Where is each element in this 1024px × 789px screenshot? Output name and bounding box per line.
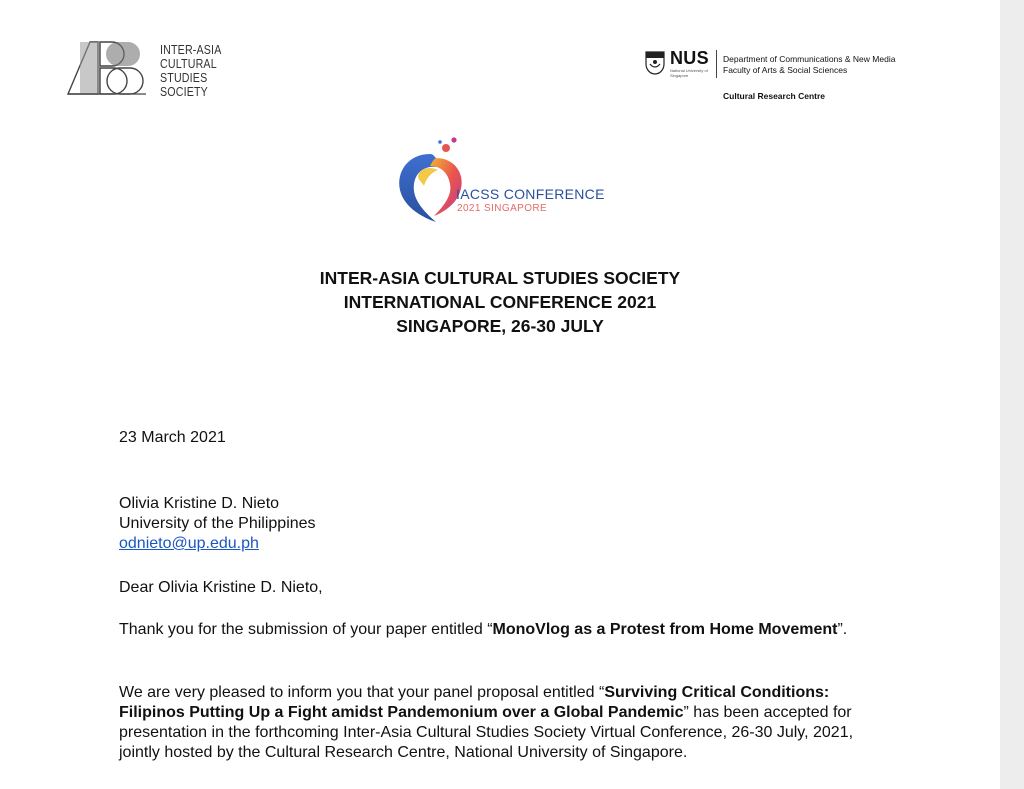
iacss-logo-line1: INTER-ASIA: [160, 42, 222, 57]
conference-logo-subtitle: 2021 SINGAPORE: [457, 203, 548, 214]
nus-department-line1: Department of Communications & New Media: [723, 54, 896, 64]
paper-title: MonoVlog as a Protest from Home Movement: [492, 621, 838, 638]
conference-logo: [390, 132, 620, 228]
iacss-logo: [66, 40, 266, 99]
nus-wordmark: NUS: [670, 48, 709, 68]
panel-title: Surviving Critical Conditions: Filipinos Putting Up a Fight amidst Pandemonium over a Global Pandemic: [119, 684, 830, 721]
nus-crest-icon: [644, 50, 666, 78]
recipient-email-link[interactable]: odnieto@up.edu.ph: [119, 535, 259, 552]
nus-logo: [644, 48, 934, 108]
iacss-logo-line3: SOCIETY: [160, 84, 208, 99]
scroll-gutter[interactable]: [1000, 0, 1024, 789]
salutation: Dear Olivia Kristine D. Nieto,: [119, 579, 323, 596]
heading-line3: SINGAPORE, 26-30 JULY: [396, 316, 604, 336]
iacss-logo-line2: CULTURAL STUDIES: [160, 56, 217, 85]
conference-heading: [230, 266, 770, 338]
heading-line2: INTERNATIONAL CONFERENCE 2021: [343, 292, 657, 312]
recipient-block: [119, 494, 316, 554]
recipient-name: Olivia Kristine D. Nieto: [119, 495, 280, 512]
letter-date: 23 March 2021: [119, 429, 226, 446]
nus-divider: [716, 50, 717, 78]
recipient-organization: University of the Philippines: [119, 515, 316, 532]
paragraph-submission-end: ”.: [837, 621, 848, 638]
nus-department-line2: Faculty of Arts & Social Sciences: [723, 65, 848, 75]
nus-research-centre: Cultural Research Centre: [723, 91, 826, 101]
iacss-logo-mark-icon: [66, 40, 148, 96]
nus-wordmark-subtext: National University of Singapore: [670, 68, 708, 78]
heading-line1: INTER-ASIA CULTURAL STUDIES SOCIETY: [319, 268, 681, 288]
paragraph-acceptance-end: ” has been accepted for presentation in the forthcoming Inter-Asia Cultural Studies Society Virtual Conference, 26-30 July, 2021, jointly hosted by the Cultural Research Centre, National University of Singapore.: [119, 704, 854, 761]
paragraph-submission-start: Thank you for the submission of your paper entitled “: [119, 621, 493, 638]
paragraph-acceptance-start: We are very pleased to inform you that your panel proposal entitled “: [119, 684, 605, 701]
iacss-logo-text: [160, 43, 247, 99]
paragraph-acceptance: [119, 683, 879, 763]
conference-logo-title: IACSS CONFERENCE: [456, 186, 605, 202]
paragraph-submission: [119, 620, 879, 640]
nus-department: [723, 54, 895, 76]
